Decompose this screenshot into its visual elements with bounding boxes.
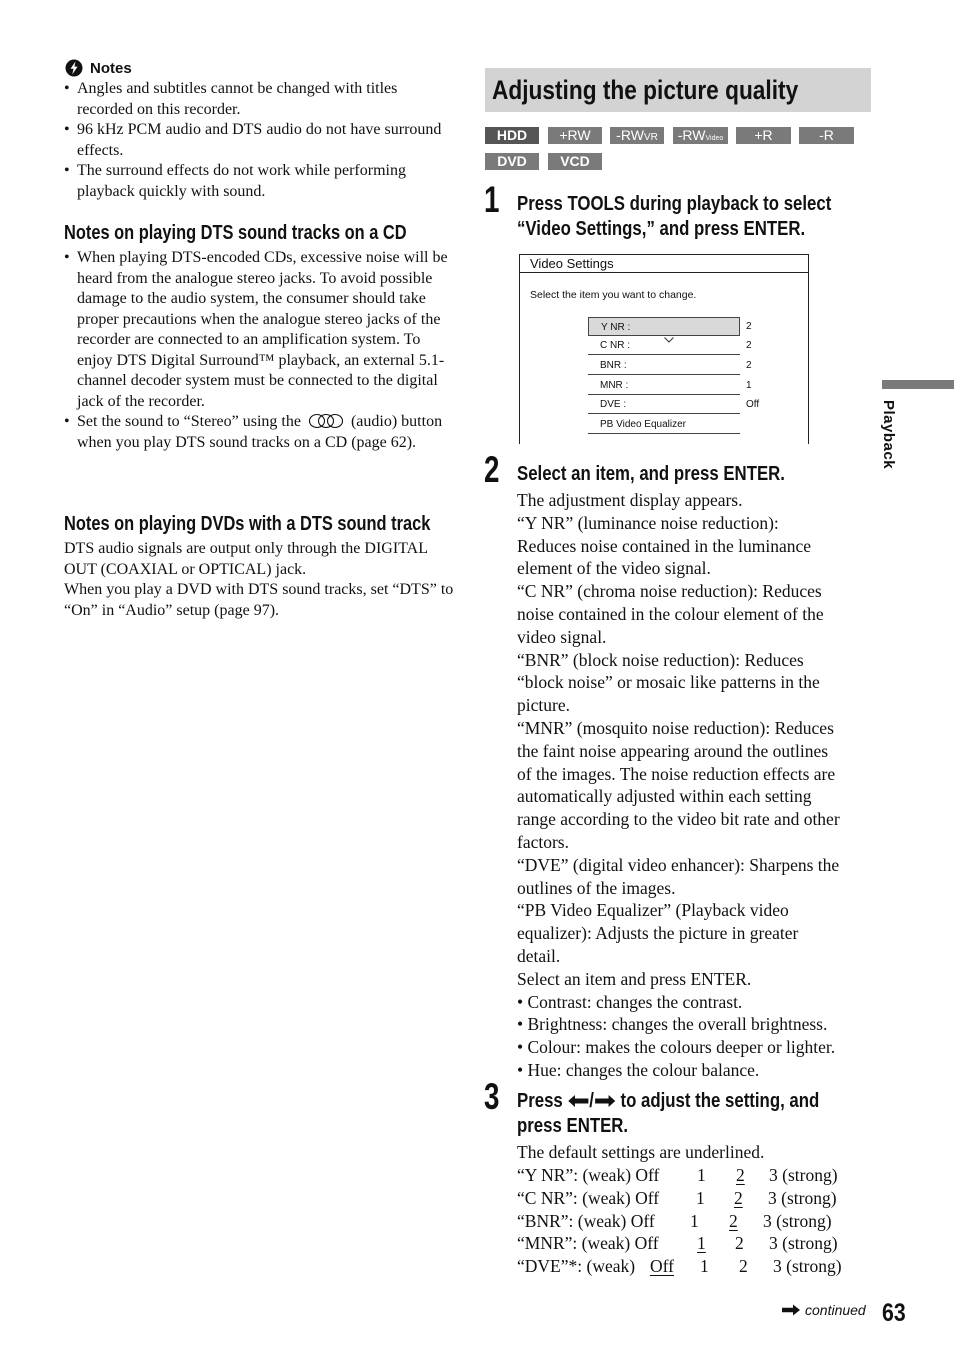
- dts-dvd-paragraph-2: When you play a DVD with DTS sound tracks, set “DTS” to “On” in “Audio” setup (page 97).: [64, 581, 454, 619]
- badge-minus-rw-video: -RWVideo: [673, 127, 728, 144]
- arrow-right-icon: [781, 1304, 801, 1316]
- osd-row-y-nr[interactable]: Y NR :: [588, 317, 740, 336]
- continued-indicator: [781, 1302, 866, 1320]
- dts-dvd-paragraph-1: DTS audio signals are output only through the DIGITAL OUT (COAXIAL or OPTICAL) jack.: [64, 540, 428, 578]
- osd-row-pb-video-equalizer[interactable]: PB Video Equalizer: [588, 415, 740, 434]
- default-settings-table: “Y NR”: (weak) Off 1 2 3 (strong) “C NR”: (weak) Off 1 2 3 (strong) “BNR”: (weak) Off 1 2 3 (strong) “MNR”: (weak) Off 1 2 3 (strong) “DVE”*: (weak) Off 1 2 3 (strong): [517, 1165, 842, 1276]
- osd-value: 2: [746, 340, 752, 351]
- osd-row-bnr[interactable]: BNR :: [588, 356, 740, 375]
- list-item: • Set the sound to “Stereo” using the (audio) button when you play DTS sound tracks on a CD (page 62).: [64, 412, 456, 453]
- badge-minus-r: -R: [799, 127, 854, 144]
- osd-value: 1: [746, 380, 752, 391]
- continued-label: continued: [805, 1302, 866, 1318]
- dts-dvd-heading: Notes on playing DVDs with a DTS sound track: [64, 513, 431, 535]
- list-item: • The surround effects do not work while performing playback quickly with sound.: [64, 161, 454, 202]
- step-3-intro: The default settings are underlined.: [517, 1142, 765, 1162]
- osd-prompt: Select the item you want to change.: [530, 289, 697, 301]
- list-item: • 96 kHz PCM audio and DTS audio do not have surround effects.: [64, 120, 454, 161]
- step-3-number: 3: [484, 1076, 500, 1117]
- step-3-line-1: Press / to adjust the setting, and: [517, 1090, 820, 1112]
- osd-value: 2: [746, 360, 752, 371]
- list-item: • Angles and subtitles cannot be changed with titles recorded on this recorder.: [64, 79, 454, 120]
- osd-row-dve[interactable]: DVE :: [588, 395, 740, 414]
- badge-plus-rw: +RW: [548, 127, 602, 144]
- dts-cd-heading: Notes on playing DTS sound tracks on a CD: [64, 222, 407, 244]
- side-section-label: Playback: [880, 400, 897, 470]
- page-number: 63: [882, 1299, 906, 1327]
- notes-title: Notes: [90, 60, 132, 77]
- step-2-body: The adjustment display appears. “Y NR” (luminance noise reduction): Reduces noise contained in the luminance element of the video signal. “C NR” (chroma noise reduction): Reduces noise contained in the colour element of the video signal. “BNR” (block noise reduction): Reduces “block noise” or mosaic like patterns in the picture. “MNR” (mosquito noise reduction): Reduces the faint noise appearing around the outlines of the images. The noise reduction effects are automatically adjusted within each setting range according to the video bit rate and other factors. “DVE” (digital video enhancer): Sharpens the outlines of the images. “PB Video Equalizer” (Playback video equalizer): Adjusts the picture in greater detail. Select an item and press ENTER. • Contrast: changes the contrast. • Brightness: changes the overall brightness. • Colour: makes the colours deeper or lighter. • Hue: changes the colour balance.: [517, 490, 840, 1080]
- osd-row-c-nr[interactable]: C NR :: [588, 336, 740, 355]
- badge-hdd: HDD: [485, 127, 539, 144]
- step-1-line-1: Press TOOLS during playback to select: [517, 193, 832, 215]
- badge-plus-r: +R: [736, 127, 791, 144]
- step-2-number: 2: [484, 449, 500, 490]
- osd-value: Off: [746, 399, 760, 410]
- badge-dvd: DVD: [485, 153, 539, 170]
- osd-value: 2: [746, 321, 752, 332]
- step-1-line-2: “Video Settings,” and press ENTER.: [517, 218, 806, 240]
- page-title: Adjusting the picture quality: [492, 75, 799, 105]
- step-2-title: Select an item, and press ENTER.: [517, 463, 785, 485]
- list-item: • When playing DTS-encoded CDs, excessive noise will be heard from the analogue stereo jacks. To avoid possible damage to the audio system, the consumer should take proper precautions when the analogue stereo jacks of the recorder are connected to an amplification system. To enjoy DTS Digital Surround™ playback, an external 5.1-channel decoder system must be connected to the digital jack of the recorder.: [64, 248, 456, 412]
- osd-row-mnr[interactable]: MNR :: [588, 376, 740, 395]
- badge-vcd: VCD: [548, 153, 602, 170]
- step-1-number: 1: [484, 179, 500, 220]
- step-3-line-2: press ENTER.: [517, 1115, 629, 1137]
- osd-title: Video Settings: [520, 255, 808, 273]
- section-tab-marker: [882, 380, 954, 389]
- badge-minus-rw-vr: -RWVR: [610, 127, 664, 144]
